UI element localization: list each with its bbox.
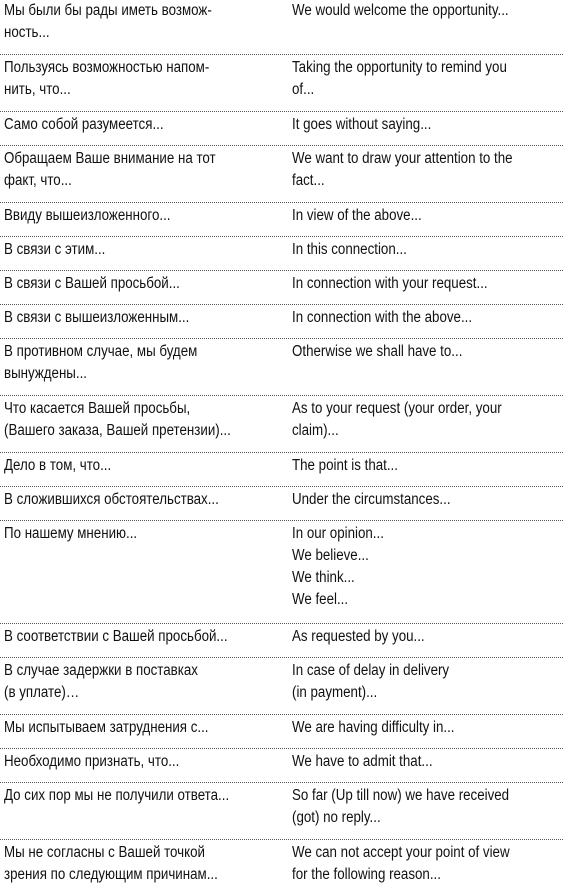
english-phrase: We would welcome the opportunity... [292, 2, 509, 19]
phrase-row [0, 623, 563, 658]
russian-phrase: Дело в том, что... [4, 457, 112, 474]
russian-phrase: По нашему мнению... [4, 525, 138, 542]
russian-phrase: Пользуясь возможностью напом- нить, что... [4, 59, 210, 98]
phrase-row [0, 657, 563, 715]
english-phrase: So far (Up till now) we have received (got) no reply... [292, 787, 510, 826]
phrase-row [0, 395, 563, 453]
english-phrase: In this connection... [292, 241, 407, 258]
phrase-row [0, 0, 563, 55]
english-phrase: In view of the above... [292, 207, 422, 224]
russian-phrase: В соответствии с Вашей просьбой... [4, 628, 228, 645]
russian-phrase: В связи с этим... [4, 241, 106, 258]
phrase-row [0, 748, 563, 783]
english-phrase: It goes without saying... [292, 116, 432, 133]
english-phrase: In connection with the above... [292, 309, 473, 326]
russian-phrase: Что касается Вашей просьбы, (Вашего заказа, Вашей претензии)... [4, 400, 231, 439]
english-phrase: In our opinion... We believe... We think... We feel... [292, 525, 384, 608]
english-phrase: In connection with your request... [292, 275, 488, 292]
phrase-row [0, 338, 563, 396]
english-phrase: The point is that... [292, 457, 398, 474]
russian-phrase: В связи с Вашей просьбой... [4, 275, 180, 292]
russian-phrase: Ввиду вышеизложенного... [4, 207, 171, 224]
russian-phrase: Необходимо признать, что... [4, 753, 180, 770]
phrase-row [0, 236, 563, 271]
russian-phrase: В случае задержки в поставках (в уплате)… [4, 662, 198, 701]
phrase-row [0, 714, 563, 749]
phrase-row [0, 304, 563, 339]
phrase-row [0, 782, 563, 840]
english-phrase: As to your request (your order, your claim)... [292, 400, 502, 439]
english-phrase: We can not accept your point of view for the following reason... [292, 844, 510, 883]
phrase-row [0, 202, 563, 237]
phrase-row [0, 452, 563, 487]
english-phrase: We have to admit that... [292, 753, 433, 770]
russian-phrase: В противном случае, мы будем вынуждены... [4, 343, 198, 382]
english-phrase: In case of delay in delivery (in payment)... [292, 662, 450, 701]
russian-phrase: Мы были бы рады иметь возмож- ность... [4, 2, 212, 41]
english-phrase: We are having difficulty in... [292, 719, 455, 736]
phrase-row [0, 145, 563, 203]
english-phrase: Otherwise we shall have to... [292, 343, 463, 360]
russian-phrase: Мы не согласны с Вашей точкой зрения по следующим причинам... [4, 844, 218, 883]
russian-phrase: В связи с вышеизложенным... [4, 309, 190, 326]
english-phrase: Taking the opportunity to remind you of... [292, 59, 507, 98]
phrase-row [0, 111, 563, 146]
russian-phrase: В сложившихся обстоятельствах... [4, 491, 219, 508]
english-phrase: Under the circumstances... [292, 491, 451, 508]
russian-phrase: Обращаем Ваше внимание на тот факт, что... [4, 150, 216, 189]
phrase-row [0, 270, 563, 305]
russian-phrase: До сих пор мы не получили ответа... [4, 787, 230, 804]
phrase-row [0, 839, 563, 896]
phrase-row [0, 520, 563, 624]
english-phrase: We want to draw your attention to the fact... [292, 150, 513, 189]
english-phrase: As requested by you... [292, 628, 425, 645]
russian-phrase: Мы испытываем затруднения с... [4, 719, 209, 736]
phrase-row [0, 54, 563, 112]
russian-phrase: Само собой разумеется... [4, 116, 164, 133]
phrase-row [0, 486, 563, 521]
